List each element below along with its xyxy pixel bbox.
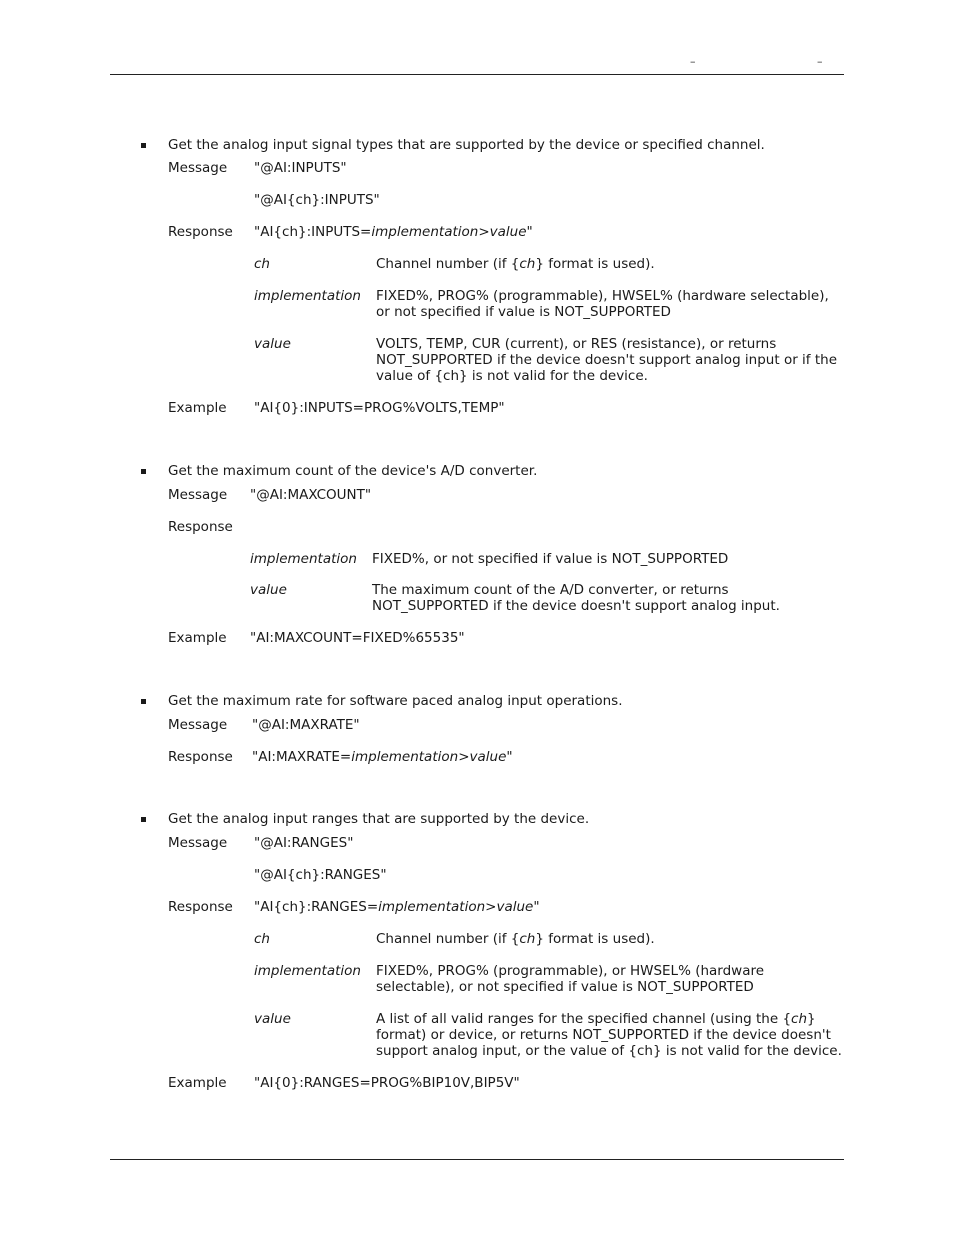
message-label: Message <box>168 717 228 733</box>
response-value: "AI{ch}:INPUTS=implementation>value" <box>254 224 533 240</box>
response-label: Response <box>168 519 233 535</box>
message-label: Message <box>168 487 228 503</box>
example-label: Example <box>168 630 227 646</box>
param-name: value <box>250 582 287 598</box>
message-value: "@AI{ch}:RANGES" <box>254 867 387 883</box>
param-desc: Channel number (if {ch} format is used). <box>376 931 655 947</box>
bullet-icon <box>141 469 146 474</box>
message-value: "@AI:MAXRATE" <box>252 717 360 733</box>
param-desc: A list of all valid ranges for the specified channel (using the {ch} <box>376 1011 816 1027</box>
example-value: "AI{0}:RANGES=PROG%BIP10V,BIP5V" <box>254 1075 520 1091</box>
param-name: implementation <box>254 963 361 979</box>
header-dash-left: – <box>690 55 696 68</box>
example-label: Example <box>168 1075 227 1091</box>
param-desc: FIXED%, or not specified if value is NOT_SUPPORTED <box>372 551 729 567</box>
param-name: implementation <box>250 551 357 567</box>
param-desc: Channel number (if {ch} format is used). <box>376 256 655 272</box>
param-desc: or not specified if value is NOT_SUPPORTED <box>376 304 671 320</box>
header-rule <box>110 74 844 75</box>
param-desc: FIXED%, PROG% (programmable), HWSEL% (hardware selectable), <box>376 288 829 304</box>
param-desc: support analog input, or the value of {ch} is not valid for the device. <box>376 1043 842 1059</box>
header-dash-right: – <box>817 55 823 68</box>
example-value: "AI:MAXCOUNT=FIXED%65535" <box>250 630 465 646</box>
message-value: "@AI:RANGES" <box>254 835 354 851</box>
param-desc: NOT_SUPPORTED if the device doesn't support analog input. <box>372 598 780 614</box>
param-name: implementation <box>254 288 361 304</box>
bullet-icon <box>141 699 146 704</box>
response-value: "AI:MAXRATE=implementation>value" <box>252 749 513 765</box>
section-description: Get the maximum rate for software paced analog input operations. <box>168 693 623 709</box>
section-description: Get the analog input ranges that are supported by the device. <box>168 811 590 827</box>
param-desc: VOLTS, TEMP, CUR (current), or RES (resistance), or returns <box>376 336 777 352</box>
example-value: "AI{0}:INPUTS=PROG%VOLTS,TEMP" <box>254 400 505 416</box>
section-description: Get the maximum count of the device's A/D converter. <box>168 463 538 479</box>
param-desc: FIXED%, PROG% (programmable), or HWSEL% (hardware <box>376 963 765 979</box>
message-value: "@AI{ch}:INPUTS" <box>254 192 380 208</box>
section-description: Get the analog input signal types that are supported by the device or specified channel. <box>168 137 765 153</box>
message-value: "@AI:INPUTS" <box>254 160 347 176</box>
param-name: value <box>254 1011 291 1027</box>
param-desc: format) or device, or returns NOT_SUPPORTED if the device doesn't <box>376 1027 831 1043</box>
bullet-icon <box>141 143 146 148</box>
message-label: Message <box>168 835 228 851</box>
response-label: Response <box>168 749 233 765</box>
response-label: Response <box>168 899 233 915</box>
param-desc: NOT_SUPPORTED if the device doesn't support analog input or if the <box>376 352 837 368</box>
response-value: "AI{ch}:RANGES=implementation>value" <box>254 899 540 915</box>
message-value: "@AI:MAXCOUNT" <box>250 487 372 503</box>
param-desc: value of {ch} is not valid for the device. <box>376 368 648 384</box>
example-label: Example <box>168 400 227 416</box>
param-desc: The maximum count of the A/D converter, or returns <box>372 582 729 598</box>
message-label: Message <box>168 160 228 176</box>
param-name: value <box>254 336 291 352</box>
param-desc: selectable), or not specified if value is NOT_SUPPORTED <box>376 979 754 995</box>
response-label: Response <box>168 224 233 240</box>
param-name: ch <box>254 256 270 272</box>
param-name: ch <box>254 931 270 947</box>
footer-rule <box>110 1159 844 1160</box>
bullet-icon <box>141 817 146 822</box>
